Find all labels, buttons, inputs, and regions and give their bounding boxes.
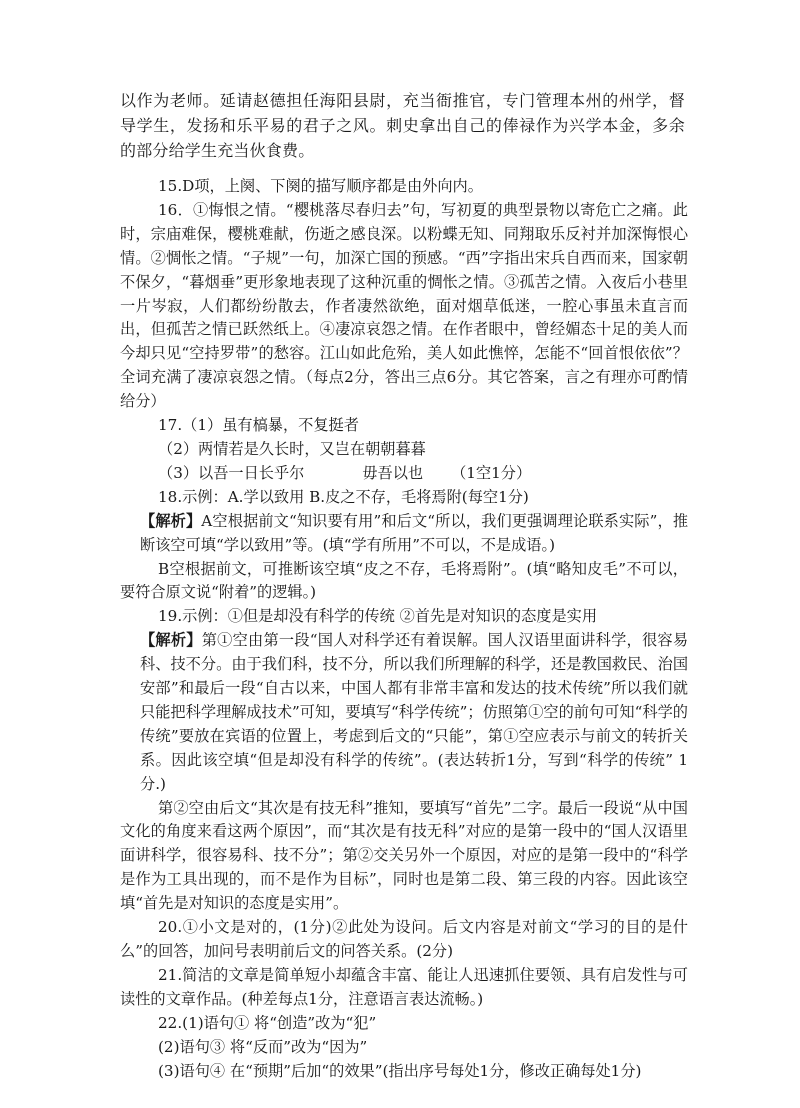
answer-19-analysis: [120, 629, 688, 796]
answer-17-3-part-a: （3）以吾一日长乎尔: [158, 463, 305, 482]
intro-text: 以作为老师。延请赵德担任海阳县尉，充当衙推官，专门管理本州的州学，督导学生，发扬和乐平易的君子之风。刺史拿出自己的俸禄作为兴学本金，多余的部分给学生充当伙食费。: [120, 91, 685, 160]
answer-22-1: 22.(1)语句① 将“创造”改为“犯”: [158, 1013, 377, 1032]
answer-22-2: (2)语句③ 将“反而”改为“因为”: [158, 1037, 368, 1056]
answer-17-2: （2）两情若是久长时，又岂在朝朝暮暮: [158, 439, 426, 458]
analysis-text: A空根据前文“知识要有用”和后文“所以，我们更强调理论联系实际”，推断该空可填“学以致用”等。(填“学有所用”不可以，不是成语。): [140, 511, 689, 554]
answer-17-3: [120, 462, 688, 486]
answer-22-3: (3)语句④ 在“预期”后加“的效果”(指出序号每处1分，修改正确每处1分): [158, 1061, 642, 1080]
answer-16: 16．①悔恨之情。“樱桃落尽春归去”句，写初夏的典型景物以寄危亡之痛。此时，宗庙难保，樱桃难献，伤逝之感良深。以粉蝶无知、同翔取乐反衬并加深悔恨心情。②惆怅之情。“子规”一句，加深亡国的预感。“西”字指出宋兵自西而来，国家朝不保夕，“暮烟垂”更形象地表现了这种沉重的惆怅之情。③孤苦之情。入夜后小巷里一片岑寂，人们都纷纷散去，作者凄然欲绝，面对烟草低迷，一腔心事虽未直言而出，但孤苦之情已跃然纸上。④凄凉哀怨之情。在作者眼中，曾经媚态十足的美人而今却只见“空持罗带”的愁容。江山如此危殆，美人如此憔悴，怎能不“回首恨依依”？全词充满了凄凉哀怨之情。（每点2分，答出三点6分。其它答案，言之有理亦可酌情给分）: [120, 200, 688, 411]
answer-18: 18.示例：A.学以致用 B.皮之不存，毛将焉附(每空1分): [158, 487, 529, 506]
answer-17-1: 17.（1）虽有槁暴，不复挺者: [158, 416, 359, 435]
analysis-label: 【解析】: [140, 631, 202, 650]
answer-17-3-part-b: 毋吾以也: [362, 463, 424, 482]
answer-19: 19.示例：①但是却没有科学的传统 ②首先是对知识的态度是实用: [158, 607, 598, 626]
analysis-text: 第①空由第一段“国人对科学还有着误解。国人汉语里面讲科学，很容易科、技不分。由于我们科，技不分，所以我们所理解的科学，还是教国救民、治国安部”和最后一段“自古以来，中国人都有非常丰富和发达的技术传统”所以我们就只能把科学理解成技术”可知，要填写“科学传统”；仿照第①空的前句可知“科学的传统”要放在宾语的位置上，考虑到后文的“只能”，第①空应表示与前文的转折关系。因此该空填“但是却没有科学的传统”。(表达转折1分，写到“科学的传统” 1分.): [140, 631, 689, 793]
answer-17-3-score: （1空1分）: [451, 463, 532, 482]
answer-15: 15.D项，上阕、下阕的描写顺序都是由外向内。: [158, 177, 483, 195]
answer-19-part-2: 第②空由后文“其次是有技无科”推知，要填写“首先”二字。最后一段说“从中国文化的角度来看这两个原因”，而“其次是有技无科”对应的是第一段中的“国人汉语里面讲科学，很容易科、技不分”；第②交关另外一个原因，对应的是第一段中的“科学是作为工具出现的，而不是作为目标”，同时也是第二段、第三段的内容。因此该空填“首先是对知识的态度是实用”。: [120, 798, 688, 913]
answer-21: 21.简洁的文章是简单短小却蕴含丰富、能让人迅速抓住要领、具有启发性与可读性的文章作品。(种差每点1分，注意语言表达流畅。): [120, 965, 688, 1008]
answer-18-analysis: [120, 510, 688, 558]
analysis-label: 【解析】: [140, 511, 202, 530]
answer-20: 20.①小文是对的，(1分)②此处为设问。后文内容是对前文“学习的目的是什么”的回答，加问号表明前后文的问答关系。(2分): [120, 918, 688, 960]
intro-paragraph: [120, 88, 685, 163]
answer-key: [120, 175, 688, 1083]
answer-18-b: B空根据前文，可推断该空填“皮之不存，毛将焉附”。(填“略知皮毛”不可以，要符合原文说“附着”的逻辑。): [120, 559, 688, 602]
